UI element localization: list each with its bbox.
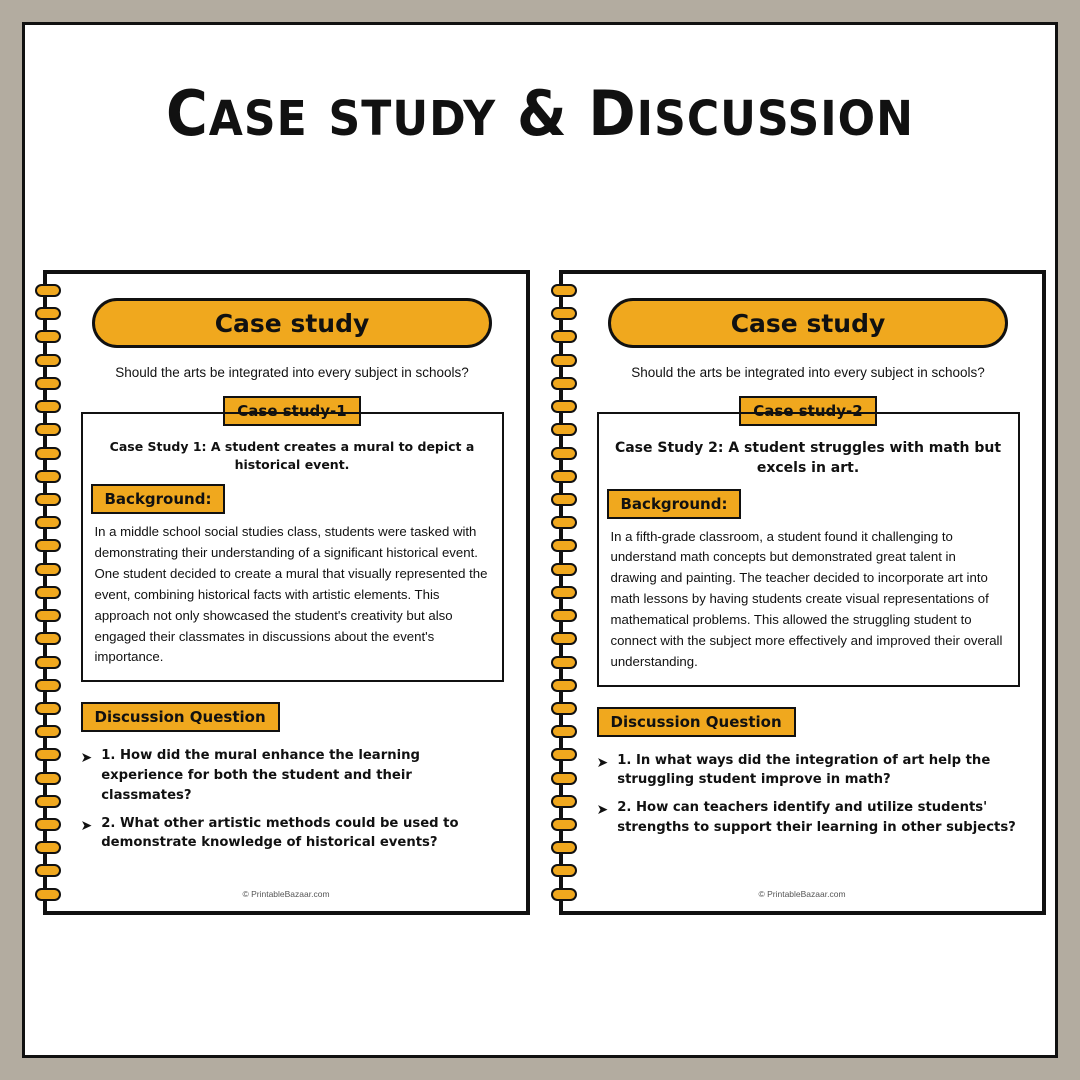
case-heading-2: Case Study 2: A student struggles with math but excels in art. — [614, 440, 1002, 477]
list-item — [81, 746, 504, 805]
case-content-box-1 — [81, 412, 504, 682]
question-list-1 — [81, 746, 504, 853]
discussion-tag-row-1 — [81, 702, 504, 732]
card-prompt-2: Should the arts be integrated into every subject in schools? — [631, 365, 985, 380]
case-study-number-tag-2: Case study-2 — [739, 396, 876, 426]
background-text-2: In a fifth-grade classroom, a student found it challenging to understand math concepts but demonstrated great talent in drawing and painting. The teacher decided to incorporate art into math lessons by having students create visual representations of mathematical problems. This allowed the struggling student to connect with the subject more effectively and improved their overall understanding. — [610, 528, 1003, 669]
discussion-question-tag-2: Discussion Question — [597, 707, 796, 737]
bullet-arrow-icon: ➤ — [596, 801, 609, 818]
background-tag-1: Background: — [91, 484, 226, 514]
background-tag-2: Background: — [607, 489, 742, 519]
list-item — [81, 814, 504, 854]
question-text: 2. What other artistic methods could be used to demonstrate knowledge of historical events? — [101, 815, 459, 851]
bullet-arrow-icon: ➤ — [596, 753, 609, 770]
spiral-binding-icon — [35, 270, 65, 915]
background-text-1: In a middle school social studies class, students were tasked with demonstrating their understanding of a significant historical event. One student decided to create a mural that visually represented the event, combining historical facts with artistic elements. This approach not only showcased the student's creativity but also engaged their classmates in discussions about the event's importance. — [94, 524, 488, 665]
card-title-pill-1: Case study — [92, 298, 492, 348]
case-study-number-tag-1: Case study-1 — [223, 396, 360, 426]
case-heading-1: Case Study 1: A student creates a mural to depict a historical event. — [109, 439, 475, 473]
case-study-card-2 — [551, 270, 1046, 915]
list-item — [597, 751, 1020, 791]
case-content-box-2 — [597, 412, 1020, 687]
worksheet-page — [22, 22, 1058, 1058]
background-tag-row-2 — [607, 489, 1006, 519]
card-footer-1: © PrintableBazaar.com — [242, 889, 330, 899]
discussion-question-tag-1: Discussion Question — [81, 702, 280, 732]
spiral-binding-icon — [551, 270, 581, 915]
discussion-tag-row-2 — [597, 707, 1020, 737]
question-text: 2. How can teachers identify and utilize students' strengths to support their learning in other subjects? — [617, 800, 1016, 835]
page-title: CASE STUDY & DISCUSSION — [165, 77, 915, 150]
bullet-arrow-icon: ➤ — [80, 816, 93, 833]
question-list-2 — [597, 751, 1020, 838]
question-text: 1. How did the mural enhance the learning experience for both the student and their classmates? — [101, 748, 420, 803]
list-item — [597, 798, 1020, 838]
background-tag-row-1 — [91, 484, 490, 514]
case-study-card-1 — [35, 270, 530, 915]
card-body-1 — [43, 270, 530, 915]
bullet-arrow-icon: ➤ — [80, 749, 93, 766]
card-footer-2: © PrintableBazaar.com — [758, 889, 846, 899]
card-prompt-1: Should the arts be integrated into every subject in schools? — [115, 365, 469, 380]
case-study-cards — [25, 270, 1055, 915]
card-title-pill-2: Case study — [608, 298, 1008, 348]
card-body-2 — [559, 270, 1046, 915]
question-text: 1. In what ways did the integration of art help the struggling student improve in math? — [617, 752, 991, 788]
